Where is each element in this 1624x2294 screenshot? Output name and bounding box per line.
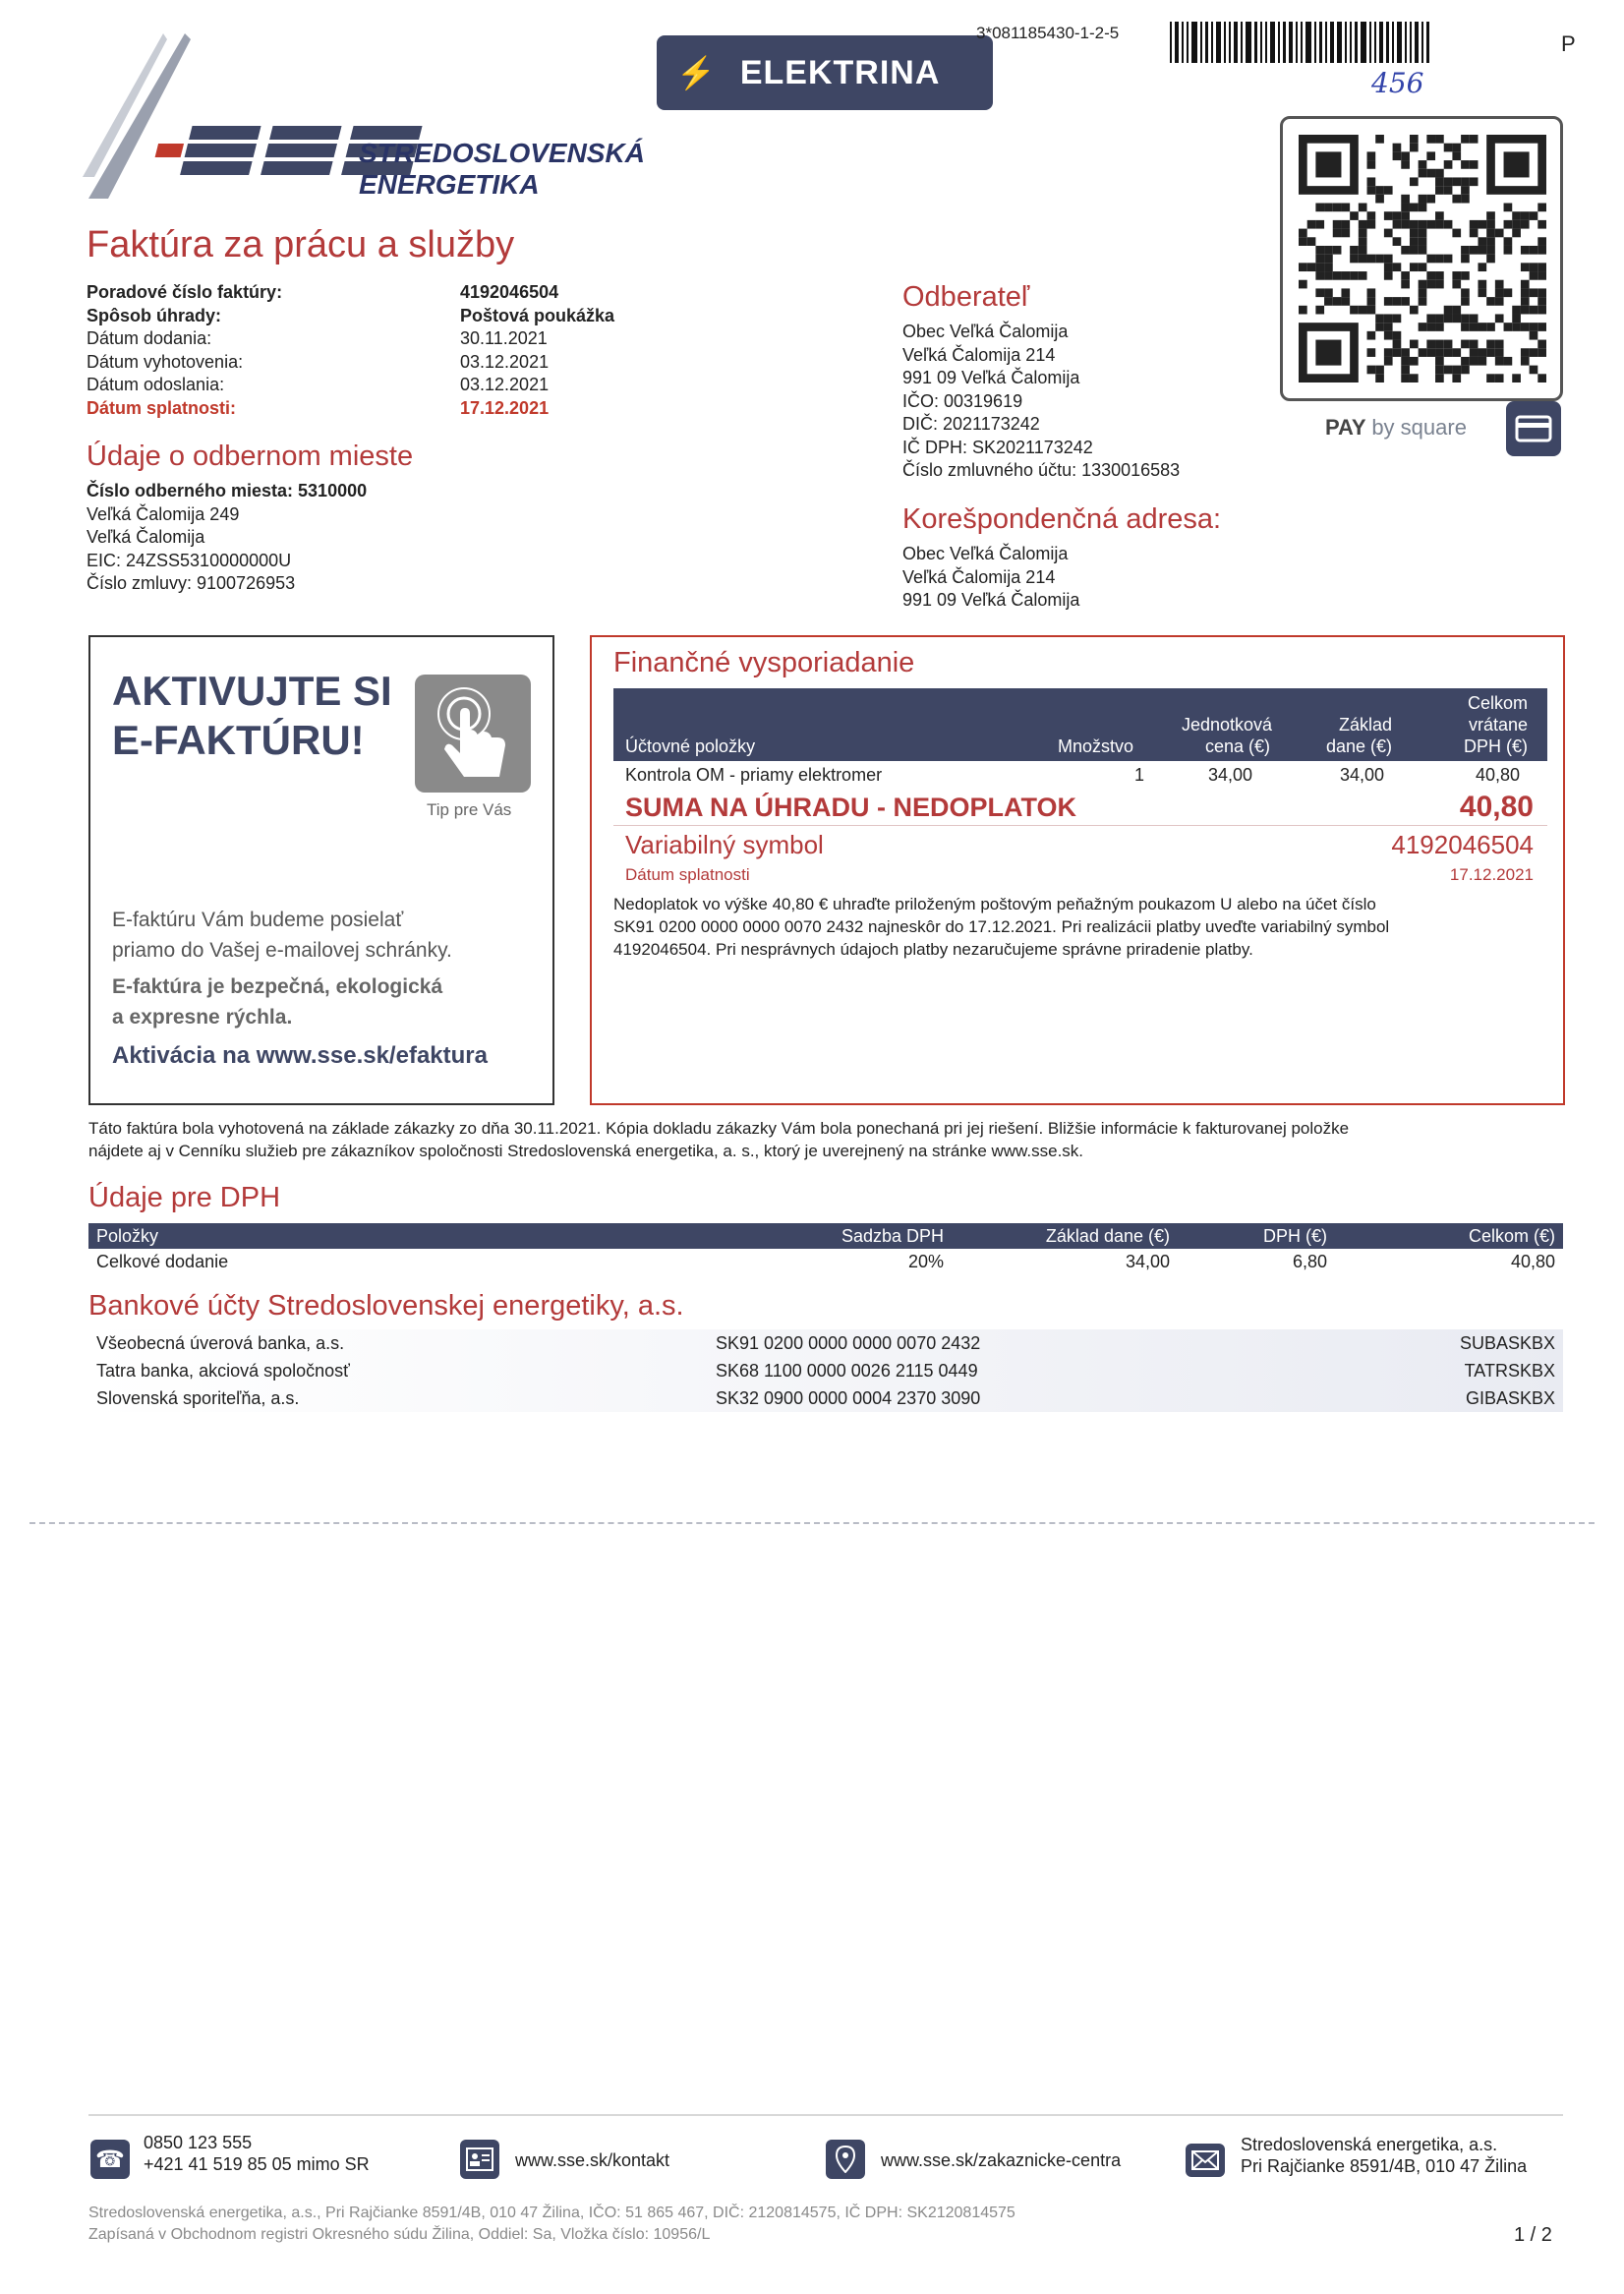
col-total: vrátane	[1468, 715, 1528, 735]
barcode-bar	[1283, 22, 1286, 63]
barcode-bar	[1191, 22, 1197, 63]
banks-title: Bankové účty Stredoslovenskej energetiky, a.s.	[88, 1290, 684, 1322]
field-label: Dátum vyhotovenia:	[87, 351, 244, 372]
barcode-bar	[1405, 22, 1407, 63]
efaktura-link[interactable]: Aktivácia na www.sse.sk/efaktura	[112, 1042, 488, 1069]
barcode-bar	[1265, 22, 1267, 63]
barcode-bar	[1270, 22, 1275, 63]
barcode-bar	[1426, 22, 1429, 63]
finance-qty: 1	[1134, 765, 1145, 785]
barcode-bar	[1296, 22, 1298, 63]
bank-row	[88, 1329, 1563, 1357]
barcode-bar	[1345, 22, 1347, 63]
payment-note-line: SK91 0200 0000 0000 0070 2432 najneskôr do 17.12.2021. Pri realizácii platby uveďte variabilný symbol	[613, 917, 1390, 936]
barcode-bar	[1200, 22, 1202, 63]
col-base: Základ	[1338, 715, 1392, 735]
barcode-bar	[1224, 22, 1226, 63]
correspondence-line: Veľká Čalomija 214	[902, 566, 1056, 587]
invoice-fields	[87, 281, 657, 420]
vat-title: Údaje pre DPH	[88, 1182, 281, 1213]
field-label: Dátum odoslania:	[87, 375, 225, 394]
customer-account: Číslo zmluvného účtu: 1330016583	[902, 460, 1181, 480]
customer-icdph: IČ DPH: SK2021173242	[902, 437, 1093, 457]
finance-unit-price: 34,00	[1207, 765, 1252, 785]
variable-symbol-row	[613, 828, 1547, 863]
customer-line: 991 09 Veľká Čalomija	[902, 368, 1080, 387]
phone-icon: ☎	[90, 2140, 130, 2179]
qr-code	[1299, 135, 1546, 382]
due-row	[613, 865, 1547, 889]
legal-line: Stredoslovenská energetika, a.s., Pri Rajčianke 8591/4B, 010 47 Žilina, IČO: 51 865 467, DIČ: 2120814575, IČ DPH: SK2120814575	[88, 2205, 1015, 2221]
barcode-bar	[1355, 22, 1358, 63]
field-label: Dátum splatnosti:	[87, 397, 237, 418]
barcode	[1170, 22, 1524, 63]
finance-table-header	[613, 688, 1547, 761]
sum-label: SUMA NA ÚHRADU - NEDOPLATOK	[625, 793, 1076, 822]
correspondence-line: Obec Veľká Čalomija	[902, 544, 1069, 563]
vat-rate: 20%	[907, 1252, 944, 1271]
sum-row	[613, 791, 1547, 826]
barcode-bar	[1330, 22, 1334, 63]
efaktura-text: a expresne rýchla.	[112, 1006, 293, 1029]
page-mark: P	[1561, 31, 1576, 56]
delivery-point-line: Veľká Čalomija 249	[87, 503, 240, 524]
barcode-bar	[1246, 22, 1251, 63]
vat-col-rate: Sadzba DPH	[841, 1226, 944, 1246]
barcode-bar	[1350, 22, 1352, 63]
efaktura-text: E-faktúru Vám budeme posielať	[112, 909, 404, 931]
barcode-bar	[1254, 22, 1257, 63]
finance-base: 34,00	[1339, 765, 1384, 785]
barcode-bar	[1305, 22, 1311, 63]
vat-total: 40,80	[1510, 1252, 1555, 1271]
invoice-title: Faktúra za prácu a služby	[87, 224, 515, 265]
vat-base: 34,00	[1125, 1252, 1170, 1271]
invoice-notice	[88, 1117, 1563, 1162]
barcode-bar	[1410, 22, 1412, 63]
touch-hand-icon	[415, 675, 531, 793]
customer-line: Veľká Čalomija 214	[902, 344, 1056, 365]
barcode-bar	[1325, 22, 1327, 63]
barcode-bar	[1211, 22, 1213, 63]
barcode-bar	[1187, 22, 1189, 63]
vat-vat: 6,80	[1292, 1252, 1327, 1271]
barcode-bar	[1216, 22, 1221, 63]
company-name-line2: ENERGETIKA	[359, 169, 540, 200]
payment-note	[613, 893, 1547, 961]
company-address-street: Pri Rajčianke 8591/4B, 010 47 Žilina	[1241, 2156, 1528, 2176]
bank-iban: SK68 1100 0000 0026 2115 0449	[716, 1361, 978, 1381]
delivery-point-eic: EIC: 24ZSS5310000000U	[87, 550, 292, 570]
due-value: 17.12.2021	[1449, 865, 1534, 884]
bank-row	[88, 1384, 1563, 1412]
handwritten-note: 456	[1371, 67, 1424, 99]
col-base: dane (€)	[1325, 736, 1392, 756]
bank-name: Tatra banka, akciová spoločnosť	[96, 1361, 350, 1381]
vat-col-total: Celkom (€)	[1468, 1226, 1555, 1246]
delivery-point-line: Veľká Čalomija	[87, 527, 205, 547]
efaktura-title-line2: E-FAKTÚRU!	[112, 717, 365, 763]
barcode-bar	[1205, 22, 1208, 63]
pay-by-square-qr[interactable]	[1280, 116, 1563, 401]
col-item: Účtovné položky	[625, 736, 756, 756]
barcode-bar	[1379, 22, 1383, 63]
barcode-bar	[1170, 22, 1172, 63]
phone-number[interactable]: 0850 123 555	[144, 2133, 253, 2152]
lightning-icon: ⚡	[676, 55, 717, 90]
customer-title: Odberateľ	[902, 281, 1030, 313]
col-qty: Množstvo	[1058, 736, 1134, 756]
col-unit-price: Jednotková	[1182, 715, 1273, 735]
card-icon	[1506, 401, 1561, 456]
pay-label: PAY	[1325, 415, 1366, 440]
barcode-bar	[1319, 22, 1322, 63]
payment-method: Poštová poukážka	[460, 305, 615, 325]
contact-card-icon	[460, 2140, 499, 2179]
invoice-number: 4192046504	[460, 282, 559, 302]
barcode-bar	[1314, 22, 1316, 63]
correspondence-line: 991 09 Veľká Čalomija	[902, 590, 1080, 610]
col-unit-price: cena (€)	[1204, 736, 1270, 756]
delivery-date: 30.11.2021	[460, 328, 548, 348]
perforation-line	[29, 1522, 1595, 1524]
bank-bic: TATRSKBX	[1464, 1361, 1555, 1381]
bank-bic: SUBASKBX	[1459, 1333, 1555, 1353]
barcode-bar	[1278, 22, 1280, 63]
delivery-point-number: Číslo odberného miesta: 5310000	[87, 481, 368, 500]
efaktura-title-line1: AKTIVUJTE SI	[112, 668, 392, 714]
delivery-point-block	[87, 480, 367, 596]
correspondence-block	[902, 543, 1079, 613]
finance-item: Kontrola OM - priamy elektromer	[625, 765, 883, 785]
finance-total: 40,80	[1475, 765, 1520, 785]
delivery-point-title: Údaje o odbernom mieste	[87, 441, 414, 472]
barcode-bar	[1182, 22, 1184, 63]
col-total: Celkom	[1467, 693, 1528, 713]
finance-title: Finančné vysporiadanie	[613, 647, 915, 678]
notice-line: nájdete aj v Cenníku služieb pre zákazníkov spoločnosti Stredoslovenská energetika, a. s., ktorý je uverejnený na stránke www.sse.sk.	[88, 1142, 1084, 1160]
barcode-bar	[1361, 22, 1366, 63]
vat-item: Celkové dodanie	[96, 1252, 229, 1271]
bank-row	[88, 1357, 1563, 1384]
variable-symbol-label: Variabilný symbol	[625, 830, 824, 859]
customer-dic: DIČ: 2021173242	[902, 414, 1040, 434]
page-number: 1 / 2	[1514, 2224, 1552, 2246]
field-label: Poradové číslo faktúry:	[87, 282, 283, 302]
company-name-line1: STREDOSLOVENSKÁ	[359, 138, 645, 168]
customer-centers-link[interactable]: www.sse.sk/zakaznicke-centra	[881, 2150, 1122, 2170]
barcode-bar	[1234, 22, 1238, 63]
efaktura-promo	[88, 635, 554, 1105]
legal-line: Zapísaná v Obchodnom registri Okresného súdu Žilina, Oddiel: Sa, Vložka číslo: 10956/L	[88, 2226, 711, 2243]
mail-icon	[1186, 2144, 1225, 2177]
barcode-bar	[1175, 22, 1179, 63]
efaktura-text: E-faktúra je bezpečná, ekologická	[112, 975, 443, 998]
issue-date: 03.12.2021	[460, 351, 550, 372]
company-address-name: Stredoslovenská energetika, a.s.	[1241, 2135, 1498, 2154]
footer-divider	[88, 2114, 1563, 2116]
field-label: Dátum dodania:	[87, 328, 212, 348]
location-pin-icon	[826, 2140, 865, 2179]
barcode-bar	[1386, 22, 1389, 63]
col-total: DPH (€)	[1463, 736, 1528, 756]
send-date: 03.12.2021	[460, 375, 550, 394]
barcode-bar	[1369, 22, 1371, 63]
customer-ico: IČO: 00319619	[902, 390, 1023, 411]
payment-note-line: 4192046504. Pri nesprávnych údajoch platby nezaručujeme správne priradenie platby.	[613, 940, 1253, 959]
bank-name: Slovenská sporiteľňa, a.s.	[96, 1388, 300, 1408]
barcode-number: 3*081185430-1-2-5	[976, 24, 1120, 42]
phone-number-abroad[interactable]: +421 41 519 85 05 mimo SR	[144, 2154, 370, 2174]
sum-value: 40,80	[1459, 791, 1534, 823]
commodity-badge-label: ELEKTRINA	[739, 53, 941, 91]
barcode-bar	[1301, 22, 1303, 63]
finance-settlement	[590, 635, 1565, 1105]
finance-row	[613, 765, 1547, 791]
bank-iban: SK91 0200 0000 0000 0070 2432	[716, 1333, 981, 1353]
vat-row	[88, 1249, 1563, 1274]
vat-col-item: Položky	[96, 1226, 159, 1246]
variable-symbol-value: 4192046504	[1391, 830, 1534, 859]
barcode-bar	[1392, 22, 1394, 63]
barcode-bar	[1229, 22, 1231, 63]
barcode-bar	[1374, 22, 1376, 63]
commodity-badge	[657, 35, 993, 110]
vat-table-header	[88, 1223, 1563, 1249]
vat-col-base: Základ dane (€)	[1045, 1226, 1170, 1246]
barcode-bar	[1289, 22, 1293, 63]
due-date: 17.12.2021	[460, 397, 550, 418]
customer-block	[902, 321, 1180, 483]
barcode-bar	[1415, 22, 1419, 63]
barcode-bar	[1337, 22, 1342, 63]
vat-col-vat: DPH (€)	[1262, 1226, 1327, 1246]
bank-iban: SK32 0900 0000 0004 2370 3090	[716, 1388, 981, 1408]
efaktura-tip: Tip pre Vás	[427, 800, 512, 819]
due-label: Dátum splatnosti	[625, 865, 750, 884]
barcode-bar	[1421, 22, 1423, 63]
efaktura-text: priamo do Vašej e-mailovej schránky.	[112, 939, 452, 962]
customer-line: Obec Veľká Čalomija	[902, 322, 1069, 341]
correspondence-title: Korešpondenčná adresa:	[902, 503, 1222, 535]
barcode-bar	[1241, 22, 1243, 63]
pay-by-label: by square	[1371, 415, 1467, 440]
contact-link[interactable]: www.sse.sk/kontakt	[515, 2150, 670, 2170]
notice-line: Táto faktúra bola vyhotovená na základe zákazky zo dňa 30.11.2021. Kópia dokladu zákazky Vám bola ponechaná pri jej riešení. Bližšie informácie k fakturovanej položke	[88, 1119, 1350, 1138]
payment-note-line: Nedoplatok vo výške 40,80 € uhraďte priloženým poštovým peňažným poukazom U alebo na účet číslo	[613, 895, 1376, 913]
bank-bic: GIBASKBX	[1465, 1388, 1555, 1408]
barcode-bar	[1397, 22, 1402, 63]
bank-name: Všeobecná úverová banka, a.s.	[96, 1333, 345, 1353]
field-label: Spôsob úhrady:	[87, 305, 222, 325]
delivery-point-contract: Číslo zmluvy: 9100726953	[87, 573, 296, 593]
barcode-bar	[1260, 22, 1262, 63]
